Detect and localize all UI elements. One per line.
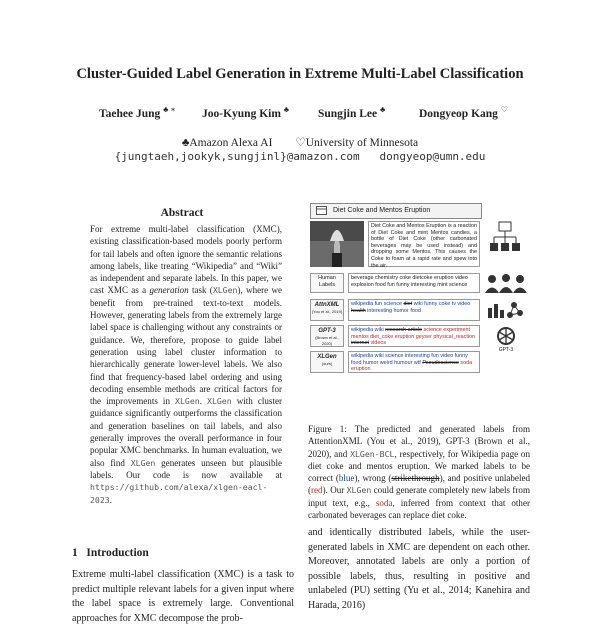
abstract-heading: Abstract	[160, 207, 204, 219]
figure-description: Diet Coke and Mentos Eruption is a reaction of Diet Coke and mint Mentos candies, a bottle of Diet Coke (other carbonated beverages may be used instead) and dropping some Mentos. This causes the Coke to foam at a rapid rate and spew into the air.	[368, 221, 480, 267]
xlgen-tag: XLGen (ours)	[310, 351, 344, 373]
right-column-text: and identically distributed labels, while the user-generated labels in XMC are dependent on each other. Moreover, annotated labels are only a portion of possible labels, thus, resulting in positive and unlabeled (PU) setting (Yu et al., 2014; Kanehira and Harada, 2016)	[308, 527, 530, 611]
author-2: Joo-Kyung Kim ♣	[202, 105, 290, 120]
neural-net-icon	[486, 300, 526, 320]
figure-title-bar: Diet Coke and Mentos Eruption	[310, 203, 482, 219]
author-emails: {jungtaeh,jookyk,sungjinl}@amazon.com dongyeop@umn.edu	[114, 150, 486, 163]
paper-title: Cluster-Guided Label Generation in Extreme Multi-Label Classification	[76, 66, 524, 82]
gpt3-logo-label: GPT-3	[498, 347, 514, 353]
figure-caption: Figure 1: The predicted and generated labels from AttentionXML (You et al., 2019), GPT-3 (Brown et al., 2020), and XLGen-BCL, respectively, for Wikipedia page on diet coke and mentos eruption. We marked labels to be correct (blue), wrong (strikethrough), and positive unlabeled (red). Our XLGen could generate completely new labels from input text, e.g., soda, inferred from context that other carbonated beverages can replace diet coke.	[308, 424, 530, 521]
abstract-body: For extreme multi-label classification (XMC), existing classification-based models poorly perform for tail labels and often ignore the semantic relations among labels, like treating “Wikipedia” and “Wiki” as independent and separate labels. In this paper, we cast XMC as a generation task (XLGen), where we benefit from pre-trained text-to-text models. However, generating labels from the extremely large label space is challenging without any constraints or guidance. We, therefore, propose to guide label generation using label cluster information to hierarchically generate lower-level labels. We also find that frequency-based label ordering and using decoding ensemble methods are critical factors for the improvements in XLGen. XLGen with cluster guidance significantly outperforms the classification and generation baselines on tail labels, and also generally improves the overall performance in four popular XMC benchmarks. In human evaluation, we also find XLGen generates unseen but plausible labels. Our code is now available at https://github.com/alexa/xlgen-eacl-2023.	[90, 224, 283, 505]
gpt3-tag: GPT-3 (Brown et al., 2020)	[310, 325, 344, 347]
figure-1	[308, 203, 530, 393]
author-4: Dongyeop Kang ♡	[419, 105, 508, 120]
gpt3-logo-icon	[492, 326, 520, 348]
human-labels-tag: Human Labels	[310, 273, 344, 293]
xlgen-labels: wikipedia wiki science interesting fun video funny food humor weird humour wtf Pseudoscience soda eruption	[348, 351, 480, 373]
introduction-heading: 1 Introduction	[72, 547, 149, 559]
author-1: Taehee Jung ♣ ∗	[99, 105, 176, 120]
attnxml-tag: AttnXML (You et al., 2019)	[310, 299, 344, 321]
document-tree-icon	[488, 221, 522, 255]
attnxml-labels: wikipedia fun science diet wiki funny coke tv video health interesting humor food	[348, 299, 480, 321]
people-icon	[484, 273, 528, 295]
code-url-link[interactable]: https://github.com/alexa/xlgen-eacl-2023	[90, 482, 268, 505]
introduction-body: Extreme multi-label classification (XMC) is a task to predict multiple relevant labels for a given input where the label space is extremely large. Conventional approaches for XMC decompose the prob-	[72, 569, 294, 624]
human-labels-text: beverage chemistry coke dietcoke eruption video explosion food fun funny interesting mint science	[348, 273, 480, 293]
affiliations: ♣Amazon Alexa AI ♡University of Minnesota	[181, 137, 419, 149]
author-3: Sungjin Lee ♣	[318, 105, 386, 120]
browser-icon	[316, 206, 327, 215]
gpt3-labels: wikipedia wiki research article science experiment mentos diet_coke eruption geyser physical_reaction internet videos	[348, 325, 480, 347]
eruption-photo	[310, 221, 364, 267]
